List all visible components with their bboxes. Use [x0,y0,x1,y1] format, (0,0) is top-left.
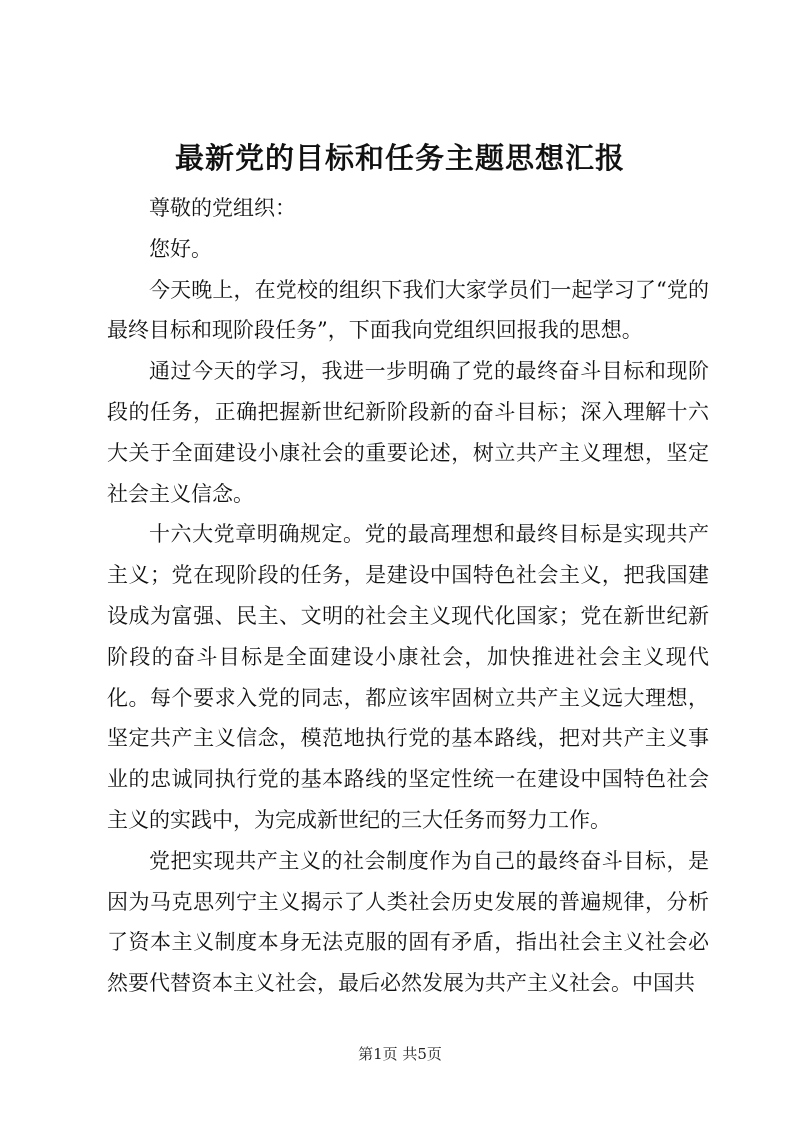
page-footer: 第1页 共5页 [358,1045,442,1063]
greeting-paragraph: 您好。 [149,236,212,261]
body-paragraph: 党把实现共产主义的社会制度作为自己的最终奋斗目标，是因为马克思列宁主义揭示了人类社会历史发展的普遍规律，分析了资本主义制度本身无法克服的固有矛盾，指出社会主义社会必然要代替资本主义社会，最后必然发展为共产主义社会。中国共 [107,848,709,996]
body-paragraph: 十六大党章明确规定。党的最高理想和最终目标是实现共产主义；党在现阶段的任务，是建设中国特色社会主义，把我国建设成为富强、民主、文明的社会主义现代化国家；党在新世纪新阶段的奋斗目标是全面建设小康社会，加快推进社会主义现代化。每个要求入党的同志，都应该牢固树立共产主义远大理想，坚定共产主义信念，模范地执行党的基本路线，把对共产主义事业的忠诚同执行党的基本路线的坚定性统一在建设中国特色社会主义的实践中，为完成新世纪的三大任务而努力工作。 [107,522,709,832]
document-title: 最新党的目标和任务主题思想汇报 [174,141,625,175]
body-paragraph: 通过今天的学习，我进一步明确了党的最终奋斗目标和现阶段的任务，正确把握新世纪新阶段新的奋斗目标；深入理解十六大关于全面建设小康社会的重要论述，树立共产主义理想，坚定社会主义信念。 [107,359,709,506]
salutation-paragraph: 尊敬的党组织： [149,196,296,220]
body-paragraph: 今天晚上，在党校的组织下我们大家学员们一起学习了“党的最终目标和现阶段任务”，下面我向党组织回报我的思想。 [107,277,709,343]
document-body [107,188,709,1004]
